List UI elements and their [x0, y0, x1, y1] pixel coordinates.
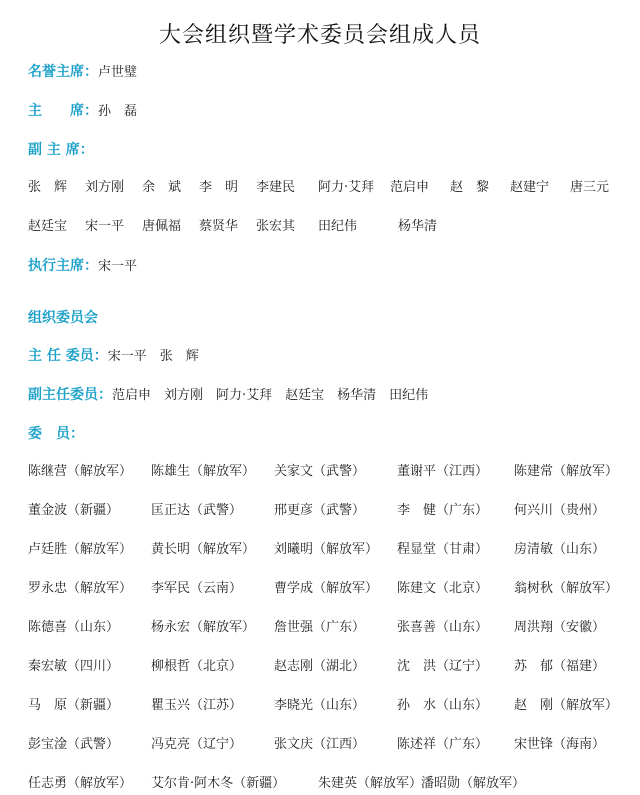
vice-director-value: 范启申 刘方刚 阿力·艾拜 赵廷宝 杨华清 田纪伟 [112, 388, 429, 403]
vice-chair-name: 宋一平 [85, 219, 125, 234]
member-name: 何兴川（贵州） [514, 503, 606, 518]
member-name: 匡正达（武警） [151, 503, 243, 518]
members-row [28, 578, 628, 600]
member-name: 张喜善（山东） [397, 620, 489, 635]
member-name: 陈雄生（解放军） [151, 464, 256, 479]
vice-chair-name: 范启申 [390, 180, 430, 195]
member-name: 李军民（云南） [151, 581, 243, 596]
member-name: 邢更彦（武警） [274, 503, 366, 518]
members-row [28, 539, 628, 561]
member-name: 孙 水（山东） [397, 698, 489, 713]
vice-chair-name: 刘方刚 [85, 180, 125, 195]
honorary-chair-line [28, 61, 137, 83]
vice-chairs-row [28, 216, 628, 238]
member-name: 沈 洪（辽宁） [397, 659, 489, 674]
member-name: 李晓光（山东） [274, 698, 366, 713]
vice-chair-name: 赵 黎 [450, 180, 490, 195]
vice-chair-name: 杨华清 [398, 219, 438, 234]
member-name: 罗永忠（解放军） [28, 581, 133, 596]
vice-chairs-row [28, 177, 628, 199]
vice-chair-name: 蔡贤华 [199, 219, 239, 234]
executive-chair-label: 执行主席： [28, 258, 98, 274]
member-name: 程显堂（甘肃） [397, 542, 489, 557]
members-label: 委 员： [28, 426, 84, 442]
member-name: 彭宝淦（武警） [28, 737, 120, 752]
member-name: 陈德喜（山东） [28, 620, 120, 635]
vice-chairs-label: 副 主 席： [28, 142, 94, 158]
member-name: 陈述祥（广东） [397, 737, 489, 752]
member-name: 杨永宏（解放军） [151, 620, 256, 635]
members-row [28, 617, 628, 639]
vice-director-label: 副主任委员： [28, 387, 112, 403]
member-name: 苏 郁（福建） [514, 659, 606, 674]
member-name: 董金波（新疆） [28, 503, 120, 518]
honorary-chair-value: 卢世璧 [98, 65, 138, 80]
members-row [28, 500, 628, 522]
member-name: 瞿玉兴（江苏） [151, 698, 243, 713]
member-name: 房清敏（山东） [514, 542, 606, 557]
member-name: 黄长明（解放军） [151, 542, 256, 557]
members-row [28, 773, 628, 795]
member-name: 赵志刚（湖北） [274, 659, 366, 674]
vice-chair-name: 赵廷宝 [28, 219, 68, 234]
vice-chair-name: 唐三元 [570, 180, 610, 195]
member-name: 关家文（武警） [274, 464, 366, 479]
member-name: 潘昭勋（解放军） [421, 776, 526, 791]
executive-chair-value: 宋一平 [98, 259, 138, 274]
vice-chair-name: 赵建宁 [510, 180, 550, 195]
member-name: 柳根哲（北京） [151, 659, 243, 674]
honorary-chair-label: 名誉主席： [28, 64, 98, 80]
member-name: 曹学成（解放军） [274, 581, 379, 596]
org-committee-heading: 组织委员会 [28, 310, 98, 326]
member-name: 艾尔肯·阿木冬（新疆） [151, 776, 286, 791]
vice-chair-name: 唐佩福 [142, 219, 182, 234]
vice-chair-name: 余 斌 [142, 180, 182, 195]
chair-value: 孙 磊 [98, 104, 138, 119]
member-name: 李 健（广东） [397, 503, 489, 518]
vice-chair-name: 李 明 [199, 180, 239, 195]
member-name: 赵 刚（解放军） [514, 698, 619, 713]
member-name: 冯克亮（辽宁） [151, 737, 243, 752]
members-row [28, 461, 628, 483]
member-name: 朱建英（解放军） [318, 776, 423, 791]
member-name: 陈建文（北京） [397, 581, 489, 596]
executive-chair-line [28, 255, 137, 277]
vice-chair-name: 阿力·艾拜 [318, 180, 375, 195]
chair-line [28, 100, 137, 122]
members-row [28, 656, 628, 678]
director-label: 主 任 委员： [28, 348, 108, 364]
member-name: 周洪翔（安徽） [514, 620, 606, 635]
members-row [28, 695, 628, 717]
vice-chair-name: 李建民 [256, 180, 296, 195]
member-name: 陈建常（解放军） [514, 464, 619, 479]
member-name: 卢廷胜（解放军） [28, 542, 133, 557]
member-name: 马 原（新疆） [28, 698, 120, 713]
member-name: 詹世强（广东） [274, 620, 366, 635]
member-name: 宋世锋（海南） [514, 737, 606, 752]
member-name: 陈继营（解放军） [28, 464, 133, 479]
member-name: 刘曦明（解放军） [274, 542, 379, 557]
page-title: 大会组织暨学术委员会组成人员 [158, 23, 481, 48]
member-name: 秦宏敏（四川） [28, 659, 120, 674]
director-value: 宋一平 张 辉 [107, 349, 199, 364]
members-row [28, 734, 628, 756]
vice-chair-name: 张宏其 [256, 219, 296, 234]
vice-chair-name: 张 辉 [28, 180, 68, 195]
member-name: 董谢平（江西） [397, 464, 489, 479]
director-line [28, 345, 199, 367]
member-name: 翁树秋（解放军） [514, 581, 619, 596]
vice-chair-name: 田纪伟 [318, 219, 358, 234]
chair-label: 主 席： [28, 103, 98, 119]
vice-director-line [28, 384, 428, 406]
member-name: 任志勇（解放军） [28, 776, 133, 791]
member-name: 张文庆（江西） [274, 737, 366, 752]
